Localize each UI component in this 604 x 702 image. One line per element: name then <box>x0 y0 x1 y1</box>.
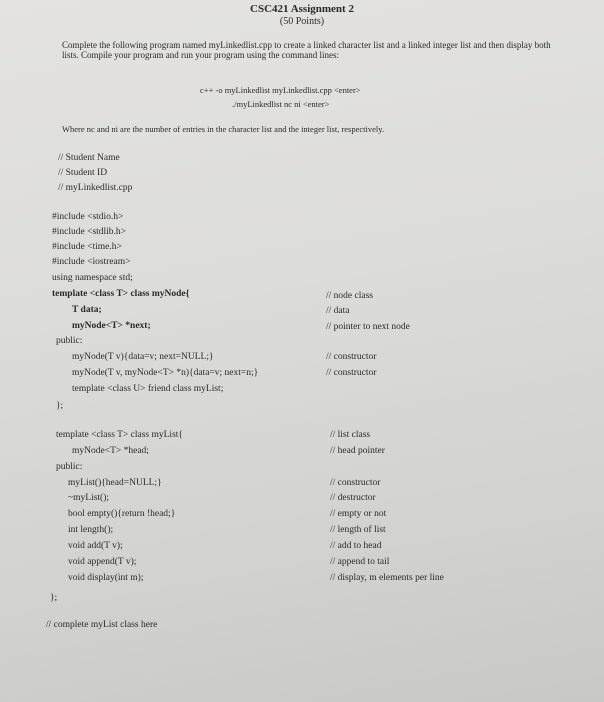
assignment-points: (50 Points) <box>279 16 325 27</box>
run-command: ./myLinkedlist nc ni <enter> <box>232 99 330 109</box>
list-constructor-comment: // constructor <box>330 478 381 488</box>
assignment-title: CSC421 Assignment 2 <box>250 3 354 15</box>
list-head-comment: // head pointer <box>330 446 385 456</box>
list-class-template: template <class T> class myList{ <box>56 430 183 440</box>
node-next-comment: // pointer to next node <box>326 322 410 332</box>
list-public-label: public: <box>56 462 83 472</box>
include-stdlib: #include <stdlib.h> <box>52 227 127 237</box>
list-destructor-comment: // destructor <box>330 493 376 503</box>
list-length-method: int length(); <box>68 525 114 535</box>
include-iostream: #include <iostream> <box>52 257 131 267</box>
node-constructor-1-comment: // constructor <box>326 352 377 362</box>
list-constructor: myList(){head=NULL;} <box>68 478 162 488</box>
complete-class-comment: // complete myList class here <box>46 620 158 630</box>
node-constructor-2: myNode(T v, myNode<T> *n){data=v; next=n;} <box>72 368 259 378</box>
list-empty-method: bool empty(){return !head;} <box>68 509 176 519</box>
instructions-paragraph: Complete the following program named myLinkedlist.cpp to create a linked character list and a linked integer list and then display both lists. Compile your program and run your program using the command lines: <box>62 40 551 60</box>
list-append-comment: // append to tail <box>330 557 390 567</box>
include-stdio: #include <stdio.h> <box>52 212 124 222</box>
node-class-close: }; <box>56 401 64 411</box>
node-constructor-1: myNode(T v){data=v; next=NULL;} <box>72 352 214 362</box>
list-add-comment: // add to head <box>330 541 382 551</box>
comment-student-id: // Student ID <box>58 168 108 178</box>
list-append-method: void append(T v); <box>68 557 137 567</box>
node-class-comment: // node class <box>326 291 373 301</box>
node-data-comment: // data <box>326 306 350 316</box>
list-empty-comment: // empty or not <box>330 509 387 519</box>
using-namespace: using namespace std; <box>52 273 133 283</box>
node-class-template: template <class T> class myNode{ <box>52 289 190 299</box>
node-public-label: public: <box>56 336 83 346</box>
list-head-line: myNode<T> *head; <box>72 446 149 456</box>
list-class-close: }; <box>50 593 58 603</box>
list-destructor: ~myList(); <box>68 493 110 503</box>
list-add-method: void add(T v); <box>68 541 123 551</box>
list-class-comment: // list class <box>330 430 371 440</box>
list-length-comment: // length of list <box>330 525 386 535</box>
node-friend-line: template <class U> friend class myList; <box>72 384 224 394</box>
list-display-method: void display(int m); <box>68 573 144 583</box>
node-constructor-2-comment: // constructor <box>326 368 377 378</box>
node-data-line: T data; <box>72 305 102 315</box>
list-display-comment: // display, m elements per line <box>330 573 444 583</box>
arguments-note: Where nc and ni are the number of entries in the character list and the integer list, respectively. <box>62 124 385 134</box>
compile-command: c++ -o myLinkedlist myLinkedlist.cpp <enter> <box>200 85 361 95</box>
comment-filename: // myLinkedlist.cpp <box>58 183 133 193</box>
comment-student-name: // Student Name <box>58 153 120 163</box>
include-time: #include <time.h> <box>52 242 122 252</box>
node-next-line: myNode<T> *next; <box>72 321 151 331</box>
